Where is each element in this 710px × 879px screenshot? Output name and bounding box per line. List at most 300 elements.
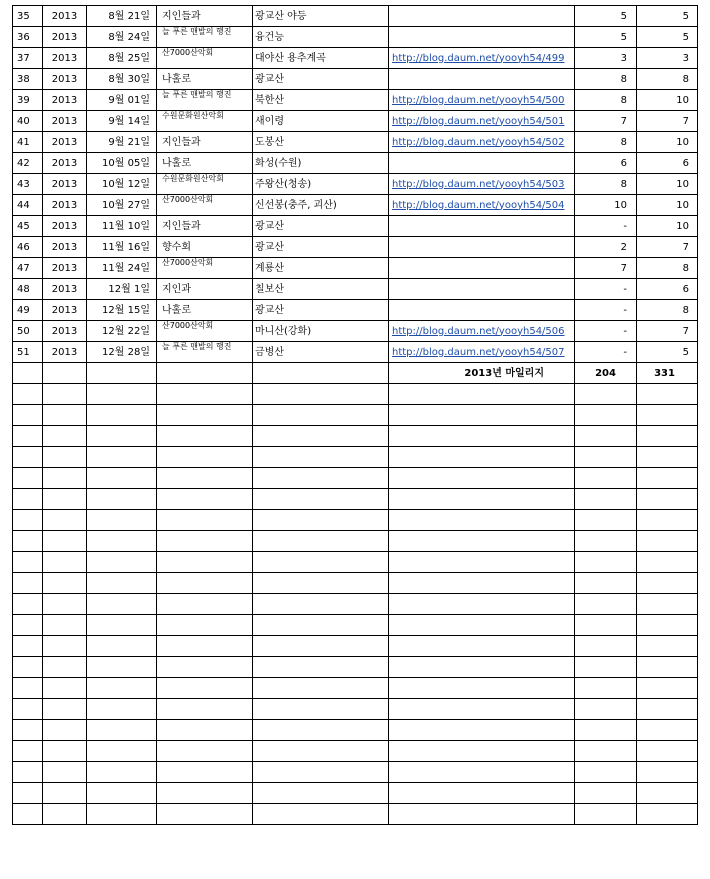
empty-cell (13, 783, 43, 804)
empty-cell (253, 489, 389, 510)
empty-cell (575, 531, 637, 552)
empty-cell (87, 720, 157, 741)
table-row (13, 195, 698, 216)
row-number: 50 (13, 321, 43, 342)
empty-cell (43, 804, 87, 825)
empty-cell (43, 594, 87, 615)
mileage-cell: - (575, 216, 637, 237)
empty-cell (43, 468, 87, 489)
empty-cell (87, 783, 157, 804)
empty-cell (575, 720, 637, 741)
empty-cell (253, 468, 389, 489)
group-cell: 늘 푸른 맨발의 행진 (157, 27, 253, 48)
empty-cell (43, 363, 87, 384)
blog-link-cell (389, 321, 575, 342)
table-row (13, 216, 698, 237)
year-cell: 2013 (43, 69, 87, 90)
blog-link-cell (389, 111, 575, 132)
blog-link-cell (389, 342, 575, 363)
empty-row (13, 552, 698, 573)
date-cell: 8월 25일 (87, 48, 157, 69)
empty-cell (43, 615, 87, 636)
table-row (13, 279, 698, 300)
year-cell: 2013 (43, 27, 87, 48)
row-number: 43 (13, 174, 43, 195)
empty-cell (253, 804, 389, 825)
group-cell: 나홀로 (157, 300, 253, 321)
empty-cell (575, 405, 637, 426)
empty-cell (87, 657, 157, 678)
row-number: 46 (13, 237, 43, 258)
empty-row (13, 489, 698, 510)
empty-cell (87, 594, 157, 615)
empty-cell (389, 699, 575, 720)
row-number: 45 (13, 216, 43, 237)
empty-cell (43, 783, 87, 804)
blog-link[interactable]: http://blog.daum.net/yooyh54/503 (392, 178, 565, 190)
blog-link[interactable]: http://blog.daum.net/yooyh54/501 (392, 115, 565, 127)
mileage-cell: 8 (575, 69, 637, 90)
empty-cell (637, 531, 698, 552)
mountain-cell: 북한산 (253, 90, 389, 111)
empty-cell (157, 720, 253, 741)
empty-cell (389, 468, 575, 489)
year-cell: 2013 (43, 342, 87, 363)
empty-cell (157, 447, 253, 468)
row-number: 44 (13, 195, 43, 216)
empty-cell (637, 573, 698, 594)
empty-cell (637, 510, 698, 531)
empty-cell (253, 363, 389, 384)
year-cell: 2013 (43, 90, 87, 111)
cumulative-cell: 10 (637, 195, 698, 216)
empty-cell (389, 426, 575, 447)
row-number: 48 (13, 279, 43, 300)
empty-cell (43, 384, 87, 405)
empty-cell (575, 426, 637, 447)
empty-cell (575, 468, 637, 489)
mileage-sheet (12, 5, 698, 825)
empty-cell (87, 384, 157, 405)
table-row (13, 69, 698, 90)
empty-cell (389, 489, 575, 510)
empty-cell (575, 615, 637, 636)
empty-cell (13, 489, 43, 510)
empty-row (13, 678, 698, 699)
blog-link-cell (389, 48, 575, 69)
empty-cell (43, 636, 87, 657)
empty-cell (389, 573, 575, 594)
empty-cell (253, 678, 389, 699)
cumulative-cell: 8 (637, 69, 698, 90)
group-cell: 산7000산악회 (157, 321, 253, 342)
mountain-cell: 금병산 (253, 342, 389, 363)
blog-link-cell (389, 69, 575, 90)
empty-cell (637, 405, 698, 426)
table-row (13, 342, 698, 363)
empty-cell (157, 636, 253, 657)
blog-link[interactable]: http://blog.daum.net/yooyh54/499 (392, 52, 565, 64)
group-cell: 늘 푸른 맨발의 행진 (157, 90, 253, 111)
empty-cell (253, 531, 389, 552)
cumulative-cell: 3 (637, 48, 698, 69)
empty-cell (157, 489, 253, 510)
empty-row (13, 657, 698, 678)
empty-cell (13, 510, 43, 531)
row-number: 35 (13, 6, 43, 27)
cumulative-cell: 5 (637, 6, 698, 27)
blog-link-cell (389, 132, 575, 153)
empty-cell (575, 594, 637, 615)
mountain-cell: 주왕산(청송) (253, 174, 389, 195)
empty-cell (43, 741, 87, 762)
empty-cell (157, 573, 253, 594)
empty-cell (253, 615, 389, 636)
hiking-log-table (12, 5, 698, 825)
empty-cell (389, 447, 575, 468)
table-row (13, 132, 698, 153)
empty-cell (87, 552, 157, 573)
empty-cell (575, 657, 637, 678)
empty-row (13, 615, 698, 636)
empty-cell (389, 636, 575, 657)
mountain-cell: 도봉산 (253, 132, 389, 153)
empty-cell (389, 384, 575, 405)
empty-cell (13, 384, 43, 405)
empty-cell (157, 783, 253, 804)
mountain-cell: 광교산 (253, 300, 389, 321)
row-number: 36 (13, 27, 43, 48)
row-number: 51 (13, 342, 43, 363)
empty-cell (637, 468, 698, 489)
mileage-cell: 6 (575, 153, 637, 174)
empty-cell (87, 447, 157, 468)
empty-cell (575, 678, 637, 699)
date-cell: 11월 16일 (87, 237, 157, 258)
group-cell: 지인들과 (157, 132, 253, 153)
empty-cell (389, 531, 575, 552)
year-cell: 2013 (43, 132, 87, 153)
date-cell: 12월 22일 (87, 321, 157, 342)
mileage-cell: 7 (575, 111, 637, 132)
empty-cell (13, 657, 43, 678)
empty-cell (157, 510, 253, 531)
empty-cell (87, 573, 157, 594)
mountain-cell: 신선봉(충주, 괴산) (253, 195, 389, 216)
group-cell: 산7000산악회 (157, 48, 253, 69)
empty-cell (637, 384, 698, 405)
empty-cell (575, 384, 637, 405)
empty-cell (157, 699, 253, 720)
blog-link[interactable]: http://blog.daum.net/yooyh54/500 (392, 94, 565, 106)
mountain-cell: 광교산 야등 (253, 6, 389, 27)
empty-cell (157, 657, 253, 678)
group-cell: 산7000산악회 (157, 258, 253, 279)
empty-cell (157, 468, 253, 489)
empty-cell (637, 783, 698, 804)
empty-cell (637, 720, 698, 741)
blog-link-cell (389, 27, 575, 48)
empty-row (13, 510, 698, 531)
mountain-cell: 광교산 (253, 69, 389, 90)
year-cell: 2013 (43, 216, 87, 237)
empty-cell (253, 699, 389, 720)
cumulative-cell: 7 (637, 321, 698, 342)
empty-cell (253, 573, 389, 594)
cumulative-cell: 7 (637, 111, 698, 132)
empty-cell (253, 657, 389, 678)
empty-cell (253, 405, 389, 426)
mountain-cell: 광교산 (253, 216, 389, 237)
date-cell: 10월 27일 (87, 195, 157, 216)
group-cell: 지인들과 (157, 216, 253, 237)
empty-cell (87, 636, 157, 657)
mountain-cell: 광교산 (253, 237, 389, 258)
mountain-cell: 계룡산 (253, 258, 389, 279)
mileage-cell: 8 (575, 132, 637, 153)
mountain-cell: 대야산 용추계곡 (253, 48, 389, 69)
cumulative-cell: 5 (637, 342, 698, 363)
empty-cell (43, 531, 87, 552)
blog-link[interactable]: http://blog.daum.net/yooyh54/504 (392, 199, 565, 211)
total-label: 2013년 마일리지 (389, 363, 575, 384)
blog-link-cell (389, 6, 575, 27)
date-cell: 10월 05일 (87, 153, 157, 174)
date-cell: 10월 12일 (87, 174, 157, 195)
empty-cell (157, 531, 253, 552)
empty-cell (13, 762, 43, 783)
group-cell: 수원문화원산악회 (157, 111, 253, 132)
table-row (13, 258, 698, 279)
empty-cell (637, 615, 698, 636)
empty-cell (87, 741, 157, 762)
empty-cell (637, 762, 698, 783)
empty-cell (253, 447, 389, 468)
mileage-cell: 8 (575, 174, 637, 195)
empty-cell (389, 552, 575, 573)
table-row (13, 27, 698, 48)
row-number: 39 (13, 90, 43, 111)
empty-cell (43, 699, 87, 720)
empty-cell (87, 615, 157, 636)
empty-cell (575, 447, 637, 468)
table-row (13, 90, 698, 111)
empty-cell (575, 636, 637, 657)
empty-cell (389, 657, 575, 678)
mileage-cell: 7 (575, 258, 637, 279)
mileage-cell: 10 (575, 195, 637, 216)
year-cell: 2013 (43, 153, 87, 174)
empty-row (13, 573, 698, 594)
cumulative-cell: 10 (637, 90, 698, 111)
cumulative-cell: 6 (637, 279, 698, 300)
empty-cell (157, 384, 253, 405)
empty-cell (253, 552, 389, 573)
empty-cell (13, 804, 43, 825)
row-number: 41 (13, 132, 43, 153)
empty-cell (157, 741, 253, 762)
blog-link-cell (389, 237, 575, 258)
empty-cell (13, 720, 43, 741)
empty-cell (637, 804, 698, 825)
empty-cell (87, 489, 157, 510)
group-cell: 산7000산악회 (157, 195, 253, 216)
empty-cell (575, 783, 637, 804)
year-cell: 2013 (43, 111, 87, 132)
empty-row (13, 594, 698, 615)
group-cell: 지인들과 (157, 6, 253, 27)
year-cell: 2013 (43, 195, 87, 216)
empty-cell (43, 447, 87, 468)
empty-cell (575, 699, 637, 720)
empty-cell (157, 363, 253, 384)
empty-cell (253, 720, 389, 741)
empty-cell (43, 657, 87, 678)
mileage-cell: 5 (575, 6, 637, 27)
blog-link-cell (389, 258, 575, 279)
empty-cell (575, 510, 637, 531)
empty-cell (13, 699, 43, 720)
date-cell: 8월 21일 (87, 6, 157, 27)
empty-row (13, 762, 698, 783)
empty-cell (389, 741, 575, 762)
empty-cell (13, 552, 43, 573)
row-number: 49 (13, 300, 43, 321)
empty-cell (575, 552, 637, 573)
table-row (13, 111, 698, 132)
blog-link-cell (389, 153, 575, 174)
empty-row (13, 699, 698, 720)
date-cell: 12월 28일 (87, 342, 157, 363)
empty-cell (575, 573, 637, 594)
mileage-cell: - (575, 279, 637, 300)
date-cell: 8월 24일 (87, 27, 157, 48)
empty-row (13, 804, 698, 825)
empty-cell (389, 678, 575, 699)
empty-cell (253, 636, 389, 657)
empty-cell (637, 636, 698, 657)
mileage-cell: 3 (575, 48, 637, 69)
cumulative-cell: 10 (637, 132, 698, 153)
table-body (13, 6, 698, 825)
empty-cell (13, 363, 43, 384)
empty-row (13, 741, 698, 762)
year-cell: 2013 (43, 237, 87, 258)
empty-cell (87, 531, 157, 552)
cumulative-cell: 7 (637, 237, 698, 258)
empty-cell (43, 573, 87, 594)
empty-cell (389, 405, 575, 426)
mileage-cell: 5 (575, 27, 637, 48)
table-row (13, 6, 698, 27)
row-number: 37 (13, 48, 43, 69)
empty-cell (43, 426, 87, 447)
empty-cell (43, 405, 87, 426)
empty-row (13, 468, 698, 489)
empty-cell (157, 426, 253, 447)
empty-cell (43, 678, 87, 699)
empty-cell (13, 405, 43, 426)
empty-cell (87, 468, 157, 489)
empty-cell (43, 762, 87, 783)
blog-link-cell (389, 300, 575, 321)
empty-cell (637, 741, 698, 762)
group-cell: 나홀로 (157, 69, 253, 90)
empty-cell (389, 762, 575, 783)
empty-row (13, 405, 698, 426)
empty-cell (253, 762, 389, 783)
year-cell: 2013 (43, 279, 87, 300)
empty-cell (157, 762, 253, 783)
empty-cell (389, 615, 575, 636)
year-cell: 2013 (43, 6, 87, 27)
empty-cell (157, 552, 253, 573)
mountain-cell: 칠보산 (253, 279, 389, 300)
empty-cell (637, 699, 698, 720)
empty-cell (575, 741, 637, 762)
empty-cell (13, 426, 43, 447)
empty-cell (157, 615, 253, 636)
date-cell: 9월 01일 (87, 90, 157, 111)
group-cell: 나홀로 (157, 153, 253, 174)
date-cell: 12월 1일 (87, 279, 157, 300)
table-row (13, 321, 698, 342)
date-cell: 12월 15일 (87, 300, 157, 321)
empty-cell (13, 636, 43, 657)
empty-cell (253, 426, 389, 447)
empty-cell (389, 804, 575, 825)
cumulative-cell: 6 (637, 153, 698, 174)
empty-cell (13, 678, 43, 699)
empty-cell (87, 678, 157, 699)
empty-cell (575, 762, 637, 783)
empty-row (13, 783, 698, 804)
empty-cell (575, 489, 637, 510)
mountain-cell: 새이령 (253, 111, 389, 132)
empty-cell (253, 510, 389, 531)
blog-link[interactable]: http://blog.daum.net/yooyh54/507 (392, 346, 565, 358)
empty-cell (87, 426, 157, 447)
table-row (13, 300, 698, 321)
cumulative-cell: 8 (637, 300, 698, 321)
empty-row (13, 426, 698, 447)
blog-link[interactable]: http://blog.daum.net/yooyh54/502 (392, 136, 565, 148)
empty-cell (87, 804, 157, 825)
date-cell: 9월 14일 (87, 111, 157, 132)
blog-link-cell (389, 279, 575, 300)
empty-cell (87, 405, 157, 426)
empty-cell (13, 594, 43, 615)
empty-cell (43, 489, 87, 510)
blog-link[interactable]: http://blog.daum.net/yooyh54/506 (392, 325, 565, 337)
year-cell: 2013 (43, 48, 87, 69)
empty-cell (253, 741, 389, 762)
year-cell: 2013 (43, 300, 87, 321)
mileage-cell: - (575, 321, 637, 342)
group-cell: 수원문화원산악회 (157, 174, 253, 195)
total-cumulative: 331 (637, 363, 698, 384)
mileage-cell: - (575, 300, 637, 321)
date-cell: 11월 24일 (87, 258, 157, 279)
total-mileage: 204 (575, 363, 637, 384)
empty-row (13, 384, 698, 405)
row-number: 38 (13, 69, 43, 90)
empty-cell (13, 447, 43, 468)
empty-cell (253, 384, 389, 405)
mileage-cell: 2 (575, 237, 637, 258)
empty-cell (637, 447, 698, 468)
date-cell: 11월 10일 (87, 216, 157, 237)
